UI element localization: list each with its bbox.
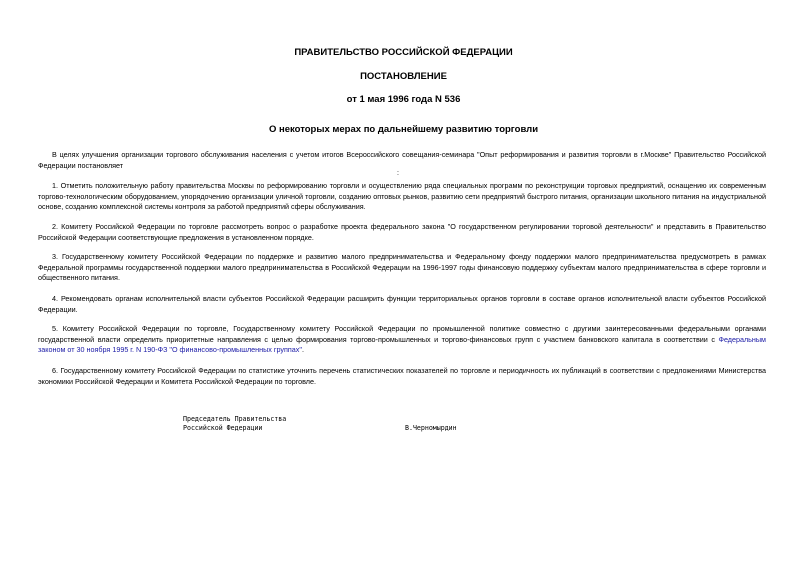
signatory-name: В.Черномырдин bbox=[405, 424, 457, 432]
federal-law-link[interactable]: Федеральным законом от 30 ноября 1995 г. N 190-ФЗ "О финансово-промышленных группах" bbox=[38, 334, 766, 354]
issuing-authority: ПРАВИТЕЛЬСТВО РОССИЙСКОЙ ФЕДЕРАЦИИ bbox=[294, 47, 513, 58]
paragraph-4: 4. Рекомендовать органам исполнительной власти субъектов Российской Федерации расширить функции территориальных органов торговли в составе органов исполнительной власти субъектов Российской Федерации. bbox=[38, 294, 766, 314]
paragraph-5 bbox=[38, 324, 766, 356]
paragraph-5-end: . bbox=[301, 345, 304, 354]
paragraph-6: 6. Государственному комитету Российской Федерации по статистике уточнить перечень статистических показателей по торговле и периодичность их публикаций в соответствии с предложениями Министерства экономики Российской Федерации и Комитета Российской Федерации по торговле. bbox=[38, 366, 766, 386]
document-date: от 1 мая 1996 года N 536 bbox=[346, 94, 461, 105]
paragraph-2: 2. Комитету Российской Федерации по торговле рассмотреть вопрос о разработке проекта федерального закона "О государственном регулировании торговой деятельности" и представить в Правительство Российской Федерации соответствующие предложения в установленном порядке. bbox=[38, 222, 766, 242]
intro-colon: : bbox=[397, 170, 399, 177]
paragraph-5-text: 5. Комитету Российской Федерации по торговле, Государственному комитету Российской Федерации по промышленной политике совместно с другими заинтересованными федеральными органами государственной власти определить приоритетные направления с целью формирования торгово-промышленных и торгово-финансовых групп с участием банковского капитала в соответствии с bbox=[38, 324, 766, 344]
paragraph-1: 1. Отметить положительную работу правительства Москвы по реформированию торговли и осуществлению ряда специальных программ по реконструкции торговых предприятий, оснащению их современным торгово-технологическим оборудованием, упорядочению организации уличной торговли, созданию оптовых рынков, развитию сети предприятий быстрого питания, организации школьного питания на индустриальной основе, созданию комплексной системы контроля за работой предприятий сферы обслуживания. bbox=[38, 181, 766, 211]
intro-paragraph: В целях улучшения организации торгового обслуживания населения с учетом итогов Всероссийского совещания-семинара "Опыт реформирования и развития торговли в г.Москве" Правительство Российской Федерации постановляет bbox=[38, 150, 766, 170]
document-type: ПОСТАНОВЛЕНИЕ bbox=[360, 71, 447, 82]
paragraph-3: 3. Государственному комитету Российской Федерации по поддержке и развитию малого предпринимательства и Федеральному фонду поддержки малого предпринимательства предусмотреть в рамках Федеральной программы государственной поддержки малого предпринимательства в Российской Федерации на 1996-1997 годы финансовую поддержку субъектам малого предпринимательства в сфере торговли и общественного питания. bbox=[38, 252, 766, 282]
document-subject: О некоторых мерах по дальнейшему развитию торговли bbox=[268, 124, 539, 135]
signatory-title-line-2: Российской Федерации bbox=[183, 424, 263, 432]
signatory-title-line-1: Председатель Правительства bbox=[183, 415, 287, 423]
